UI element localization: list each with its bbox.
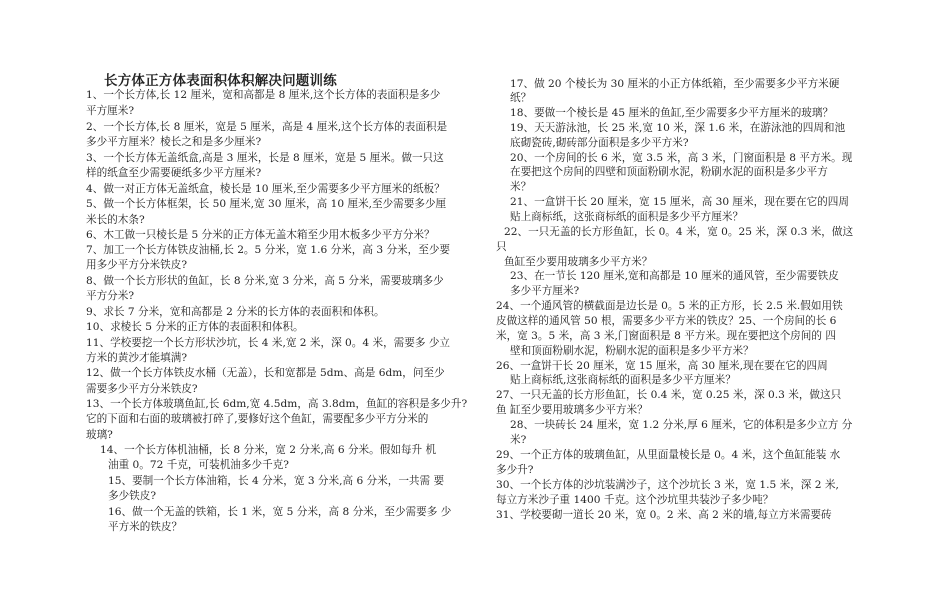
problem-line: 13、一个长方体玻璃鱼缸,长 6dm,宽 4.5dm，高 3.8dm，鱼缸的容积是多少升? xyxy=(86,398,468,410)
problem-line: 米，宽 3。5 米，高 3 米,门窗面积是 8 平方米。现在要把这个房间的 四 xyxy=(496,330,836,342)
problem-line: 22、一只无盖的长方形鱼缸，长 0。4 米，宽 0。25 米，深 0.3 米，做这 xyxy=(504,226,854,238)
problem-line: 多少平方厘米? xyxy=(510,285,580,297)
problem-line: 8、做一个长方形状的鱼缸，长 8 分米,宽 3 分米，高 5 分米，需要玻璃多少 xyxy=(86,275,444,287)
problem-line: 米? xyxy=(510,434,527,446)
problem-line: 1、一个长方体,长 12 厘米，宽和高都是 8 厘米,这个长方体的表面积是多少 xyxy=(86,89,441,101)
problem-line: 多少平方厘米？棱长之和是多少厘米? xyxy=(86,136,262,148)
problem-line: 底砌瓷砖,砌砖部分面积是多少平方米? xyxy=(510,137,689,149)
problem-line: 7、加工一个长方体铁皮油桶,长 2。5 分米，宽 1.6 分米，高 3 分米，至少要 xyxy=(86,244,451,256)
problem-line: 玻璃? xyxy=(86,429,113,441)
problem-line: 6、木工做一只棱长是 5 分米的正方体无盖木箱至少用木板多少平方分米？ xyxy=(86,229,435,241)
problem-line: 用多少平方分米铁皮? xyxy=(86,259,188,271)
problem-line: 皮做这样的通风管 50 根，需要多少平方米的铁皮？25、一个房间的长 6 xyxy=(496,315,837,327)
problem-line: 19、天天游泳池，长 25 米,宽 10 米，深 1.6 米，在游泳池的四周和池 xyxy=(510,122,846,134)
problem-line: 5、做一个长方体框架，长 50 厘米,宽 30 厘米，高 10 厘米,至少需要多少厘 xyxy=(86,198,447,210)
problem-line: 23、在一节长 120 厘米,宽和高都是 10 厘米的通风管，至少需要铁皮 xyxy=(510,270,839,282)
problem-line: 贴上商标纸,这张商标纸的面积是多少平方厘米？ xyxy=(510,374,736,386)
problem-line: 27、一只无盖的长方形鱼缸，长 0.4 米，宽 0.25 米，深 0.3 米，做这只 xyxy=(496,389,842,401)
problem-line: 样的纸盒至少需要硬纸多少平方厘米? xyxy=(86,167,262,179)
problem-line: 28、一块砖长 24 厘米，宽 1.2 分米,厚 6 厘米，它的体积是多少立方 分 xyxy=(510,419,853,431)
problem-line: 多少升? xyxy=(496,464,534,476)
problem-line: 鱼 缸至少要用玻璃多少平方米？ xyxy=(496,404,648,416)
problem-line: 贴上商标纸，这张商标纸的面积是多少平方厘米？ xyxy=(510,211,744,223)
problem-line: 21、一盒饼干长 20 厘米，宽 15 厘米，高 30 厘米，现在要在它的四周 xyxy=(510,196,849,208)
problem-line: 20、一个房间的长 6 米，宽 3.5 米，高 3 米，门窗面积是 8 平方米。现 xyxy=(510,152,853,164)
problem-line: 31、学校要砌一道长 20 米，宽 0。2 米、高 2 米的墙,每立方米需要砖 xyxy=(496,509,832,521)
problem-line: 多少铁皮? xyxy=(108,490,157,502)
problem-line: 在要把这个房间的四壁和顶面粉刷水泥，粉刷水泥的面积是多少平方 xyxy=(510,166,828,178)
problem-line: 4、做一对正方体无盖纸盒，棱长是 10 厘米,至少需要多少平方厘米的纸板？ xyxy=(86,183,445,195)
problem-line: 壁和顶面粉刷水泥，粉刷水泥的面积是多少平方米？ xyxy=(510,345,754,357)
problem-line: 16、做一个无盖的铁箱，长 1 米，宽 5 分米，高 8 分米，至少需要多 少 xyxy=(108,506,452,518)
problem-line: 12、做一个长方体铁皮水桶（无盖），长和宽都是 5dm、高是 6dm，问至少 xyxy=(86,367,445,379)
problem-line: 3、一个长方体无盖纸盒,高是 3 厘米，长是 8 厘米，宽是 5 厘米。做一只这 xyxy=(86,152,444,164)
problem-line: 10、求棱长 5 分米的正方体的表面积和体积。 xyxy=(86,321,304,333)
problem-line: 米长的木条? xyxy=(86,214,145,226)
problem-line: 鱼缸至少要用玻璃多少平方米？ xyxy=(504,256,653,268)
problem-line: 26、一盒饼干长 20 厘米，宽 15 厘米，高 30 厘米,现在要在它的四周 xyxy=(496,360,828,372)
page-title: 长方体正方体表面积体积解决问题训练 xyxy=(104,73,337,89)
problem-line: 17、做 20 个棱长为 30 厘米的小正方体纸箱，至少需要多少平方米硬 xyxy=(510,78,840,90)
problem-line: 15、要制一个长方体油箱，长 4 分米，宽 3 分米,高 6 分米，一共需 要 xyxy=(108,475,445,487)
problem-line: 米？ xyxy=(510,181,532,193)
problem-line: 它的下面和右面的玻璃被打碎了,要修好这个鱼缸，需要配多少平方分米的 xyxy=(86,413,429,425)
problem-line: 平方米的铁皮？ xyxy=(108,521,183,533)
problem-line: 方米的黄沙才能填满? xyxy=(86,352,188,364)
problem-line: 平方分米? xyxy=(86,290,135,302)
problem-line: 14、一个长方体机油桶，长 8 分米，宽 2 分米,高 6 分米。假如每升 机 xyxy=(100,444,437,456)
problem-line: 9、求长 7 分米，宽和高都是 2 分米的长方体的表面积和体积。 xyxy=(86,306,385,318)
problem-line: 11、学校要挖一个长方形状沙坑，长 4 米,宽 2 米，深 0。4 米，需要多 少立 xyxy=(86,337,451,349)
problem-line: 2、一个长方体,长 8 厘米，宽是 5 厘米，高是 4 厘米,这个长方体的表面积是 xyxy=(86,121,448,133)
problem-line: 需要多少平方分米铁皮? xyxy=(86,383,198,395)
problem-line: 29、一个正方体的玻璃鱼缸，从里面量棱长是 0。4 米，这个鱼缸能装 水 xyxy=(496,449,841,461)
problem-line: 每立方米沙子重 1400 千克。这个沙坑里共装沙子多少吨？ xyxy=(496,494,774,506)
problem-line: 平方厘米? xyxy=(86,105,135,117)
problem-line: 24、一个通风管的横截面是边长是 0。5 米的正方形，长 2.5 米.假如用铁 xyxy=(496,300,843,312)
problem-line: 30、一个长方体的沙坑装满沙子，这个沙坑长 3 米，宽 1.5 米，深 2 米, xyxy=(496,479,839,491)
problem-line: 油重 0。72 千克，可装机油多少千克? xyxy=(108,459,289,471)
problem-line: 只 xyxy=(496,241,507,253)
problem-line: 18、要做一个棱长是 45 厘米的鱼缸,至少需要多少平方厘米的玻璃？ xyxy=(510,107,834,119)
problem-line: 纸？ xyxy=(510,92,532,104)
